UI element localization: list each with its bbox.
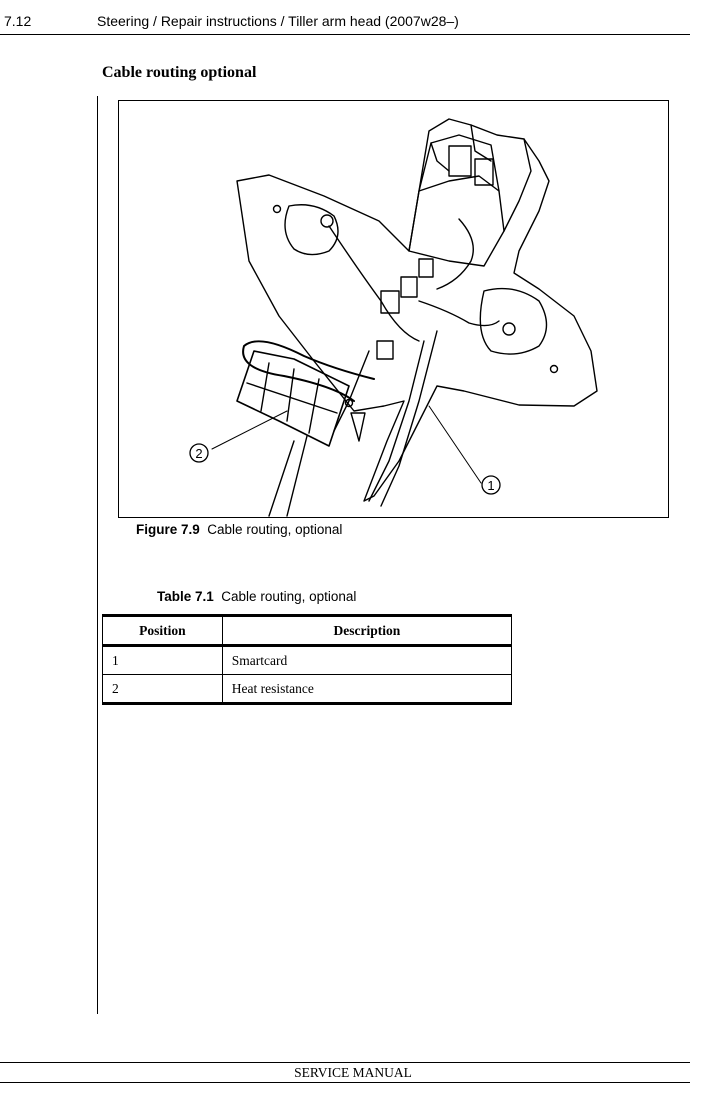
page-number: 7.12 bbox=[4, 13, 32, 29]
figure-caption-label: Figure 7.9 bbox=[136, 522, 200, 537]
callout-1-label: 1 bbox=[487, 478, 495, 493]
row-position: 2 bbox=[103, 675, 223, 704]
table-row bbox=[103, 646, 512, 675]
row-position: 1 bbox=[103, 646, 223, 675]
column-header-description: Description bbox=[222, 616, 511, 646]
callout-1 bbox=[482, 476, 500, 494]
row-description: Heat resistance bbox=[222, 675, 511, 704]
tiller-arm-head-illustration bbox=[119, 101, 670, 519]
table-caption-label: Table 7.1 bbox=[157, 589, 214, 604]
cable-routing-table bbox=[102, 614, 512, 705]
cable-loop bbox=[243, 341, 374, 401]
footer-rule-bottom bbox=[0, 1082, 690, 1083]
running-header-title: Steering / Repair instructions / Tiller arm head (2007w28–) bbox=[97, 13, 459, 29]
footer-rule-top bbox=[0, 1062, 690, 1063]
upper-column bbox=[409, 176, 504, 266]
table-caption bbox=[157, 589, 356, 604]
header-rule bbox=[0, 34, 690, 35]
table-header-row bbox=[103, 616, 512, 646]
callout-2 bbox=[190, 444, 208, 462]
table-caption-text: Cable routing, optional bbox=[221, 589, 357, 604]
column-header-position: Position bbox=[103, 616, 223, 646]
leader-line-2 bbox=[212, 411, 287, 449]
table-row bbox=[103, 675, 512, 704]
callout-2-label: 2 bbox=[195, 446, 203, 461]
leader-line-1 bbox=[429, 406, 481, 483]
right-pocket bbox=[480, 289, 546, 355]
figure-caption-text: Cable routing, optional bbox=[207, 522, 343, 537]
figure-frame bbox=[118, 100, 669, 518]
figure-caption bbox=[136, 522, 342, 537]
footer-text: SERVICE MANUAL bbox=[294, 1065, 412, 1080]
left-pocket bbox=[285, 205, 338, 255]
row-description: Smartcard bbox=[222, 646, 511, 675]
margin-bar bbox=[97, 96, 98, 1014]
section-title: Cable routing optional bbox=[102, 64, 257, 81]
